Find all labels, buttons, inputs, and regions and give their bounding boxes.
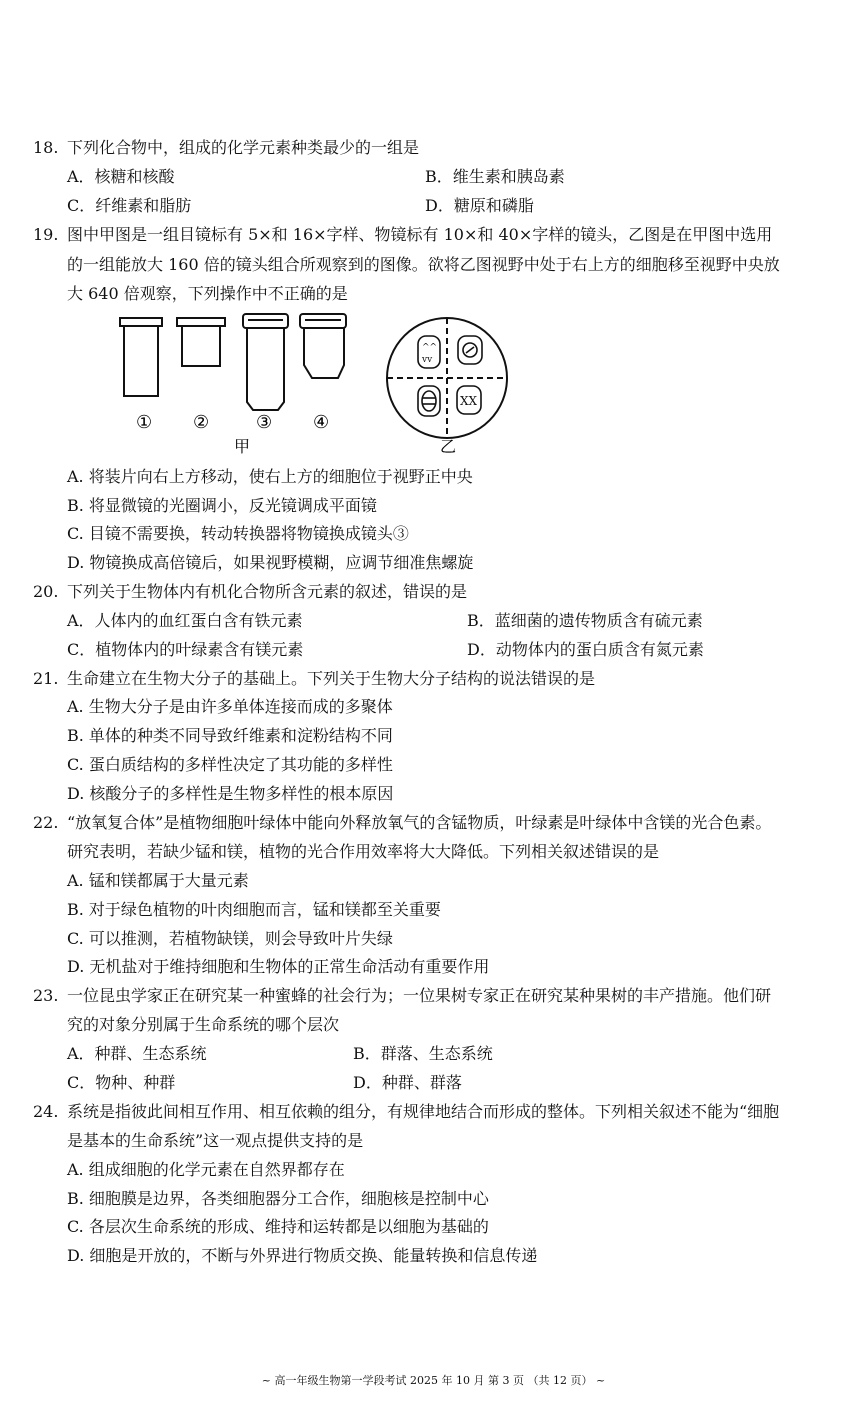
question-22-stem-line2: 研究表明，若缺少锰和镁，植物的光合作用效率将大大降低。下列相关叙述错误的是: [67, 842, 660, 861]
q23-option-d: D．种群、群落: [353, 1073, 462, 1092]
question-23-number: 23.: [33, 986, 59, 1005]
q18-option-a: A．核糖和核酸: [67, 167, 175, 186]
q20-option-a: A．人体内的血红蛋白含有铁元素: [67, 611, 303, 630]
objective-lens-4: [300, 314, 346, 378]
q18-option-d: D．糖原和磷脂: [425, 196, 534, 215]
q20-option-b: B．蓝细菌的遗传物质含有硫元素: [467, 611, 703, 630]
question-24-number: 24.: [33, 1102, 59, 1121]
cell-bottom-right: [457, 386, 481, 414]
lens-label-4: ④: [313, 412, 330, 433]
cell-top-left: [418, 336, 440, 368]
question-21-stem: 生命建立在生物大分子的基础上。下列关于生物大分子结构的说法错误的是: [67, 669, 596, 688]
lens-label-3: ③: [256, 412, 273, 433]
q22-option-a: A. 锰和镁都属于大量元素: [67, 871, 249, 890]
cell-top-right: [458, 336, 482, 364]
question-18-stem: 下列化合物中，组成的化学元素种类最少的一组是: [67, 138, 420, 157]
page-footer: ~ 高一年级生物第一学段考试 2025 年 10 月 第 3 页 （共 12 页） ~: [261, 1374, 606, 1387]
q20-option-c: C．植物体内的叶绿素含有镁元素: [67, 640, 304, 659]
q24-option-d: D. 细胞是开放的，不断与外界进行物质交换、能量转换和信息传递: [67, 1246, 538, 1265]
question-24-stem-line2: 是基本的生命系统”这一观点提供支持的是: [67, 1131, 364, 1150]
eyepiece-lens-2: [177, 318, 225, 366]
question-19-stem-line3: 大 640 倍观察，下列操作中不正确的是: [67, 284, 348, 303]
q24-option-a: A. 组成细胞的化学元素在自然界都存在: [67, 1160, 345, 1179]
q22-option-c: C. 可以推测，若植物缺镁，则会导致叶片失绿: [67, 929, 393, 948]
q19-option-d: D. 物镜换成高倍镜后，如果视野模糊，应调节细准焦螺旋: [67, 553, 474, 572]
svg-text:^^: ^^: [422, 343, 438, 353]
microscope-figure: [100, 310, 600, 460]
lens-label-1: ①: [136, 412, 153, 433]
cell-bottom-left: [418, 386, 440, 416]
q18-option-b: B．维生素和胰岛素: [425, 167, 565, 186]
q21-option-d: D. 核酸分子的多样性是生物多样性的根本原因: [67, 784, 394, 803]
question-24-stem-line1: 系统是指彼此间相互作用、相互依赖的组分，有规律地结合而形成的整体。下列相关叙述不能为“细胞: [67, 1102, 780, 1121]
q18-option-c: C．纤维素和脂肪: [67, 196, 192, 215]
question-19-stem-line2: 的一组能放大 160 倍的镜头组合所观察到的图像。欲将乙图视野中处于右上方的细胞移至视野中央放: [67, 255, 780, 274]
q23-option-b: B．群落、生态系统: [353, 1044, 493, 1063]
svg-text:vv: vv: [422, 355, 433, 365]
question-23-stem-line1: 一位昆虫学家正在研究某一种蜜蜂的社会行为；一位果树专家正在研究某种果树的丰产措施。他们研: [67, 986, 772, 1005]
question-22-number: 22.: [33, 813, 59, 832]
q19-option-c: C. 目镜不需要换，转动转换器将物镜换成镜头③: [67, 524, 409, 543]
question-19-stem-line1: 图中甲图是一组目镜标有 5×和 16×字样、物镜标有 10×和 40×字样的镜头，乙图是在甲图中选用: [67, 225, 773, 244]
figure-yi-label: 乙: [440, 437, 457, 456]
q19-option-b: B. 将显微镜的光圈调小，反光镜调成平面镜: [67, 496, 377, 515]
q21-option-c: C. 蛋白质结构的多样性决定了其功能的多样性: [67, 755, 393, 774]
q21-option-b: B. 单体的种类不同导致纤维素和淀粉结构不同: [67, 726, 393, 745]
question-23-stem-line2: 究的对象分别属于生命系统的哪个层次: [67, 1015, 340, 1034]
q24-option-c: C. 各层次生命系统的形成、维持和运转都是以细胞为基础的: [67, 1217, 489, 1236]
q20-option-d: D．动物体内的蛋白质含有氮元素: [467, 640, 704, 659]
objective-lens-3: [243, 314, 288, 410]
question-20-number: 20.: [33, 582, 59, 601]
question-22-stem-line1: “放氧复合体”是植物细胞叶绿体中能向外释放氧气的含锰物质，叶绿素是叶绿体中含镁的光合色素。: [67, 813, 772, 832]
question-18-number: 18.: [33, 138, 59, 157]
eyepiece-lens-1: [120, 318, 162, 396]
q22-option-b: B. 对于绿色植物的叶肉细胞而言，锰和镁都至关重要: [67, 900, 441, 919]
q23-option-a: A．种群、生态系统: [67, 1044, 207, 1063]
field-of-view: [387, 318, 507, 438]
question-21-number: 21.: [33, 669, 59, 688]
q19-option-a: A. 将装片向右上方移动，使右上方的细胞位于视野正中央: [67, 467, 473, 486]
q23-option-c: C．物种、种群: [67, 1073, 176, 1092]
figure-jia-label: 甲: [234, 437, 251, 456]
lens-label-2: ②: [193, 412, 210, 433]
q24-option-b: B. 细胞膜是边界，各类细胞器分工合作，细胞核是控制中心: [67, 1189, 489, 1208]
svg-text:XX: XX: [460, 394, 478, 408]
question-20-stem: 下列关于生物体内有机化合物所含元素的叙述，错误的是: [67, 582, 468, 601]
q22-option-d: D. 无机盐对于维持细胞和生物体的正常生命活动有重要作用: [67, 957, 490, 976]
question-19-number: 19.: [33, 225, 59, 244]
q21-option-a: A. 生物大分子是由许多单体连接而成的多聚体: [67, 697, 393, 716]
